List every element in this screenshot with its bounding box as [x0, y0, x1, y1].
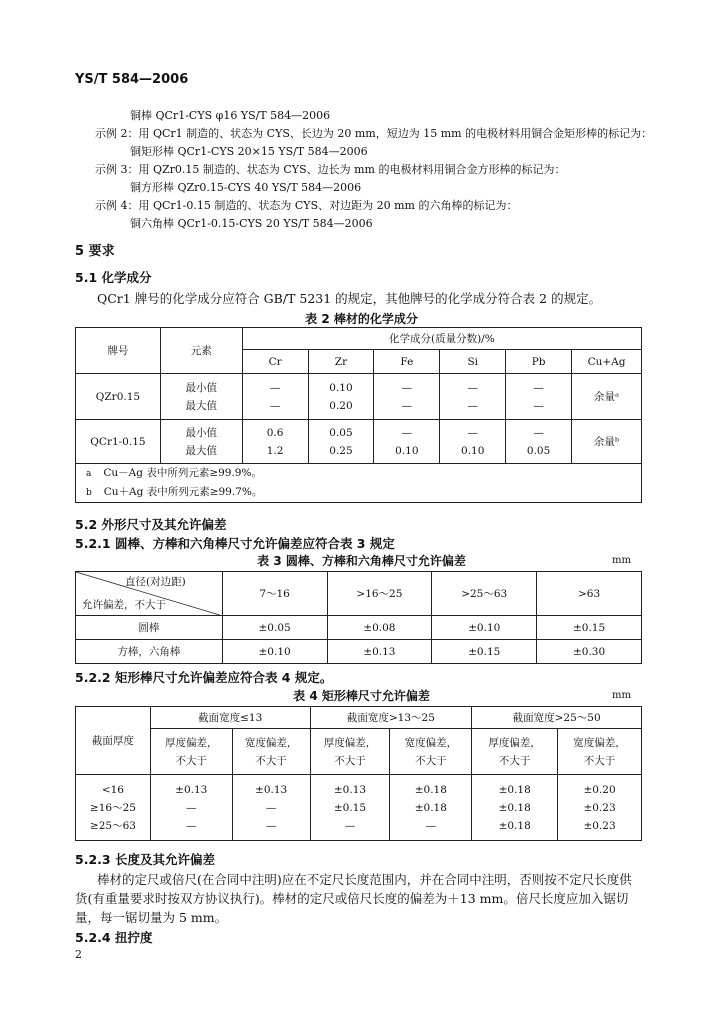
- row-label: ≥16～25: [89, 801, 136, 814]
- cell-value: ±0.15: [432, 640, 537, 664]
- cell-value: 1.2: [266, 444, 284, 457]
- section-5-2-3-text: 货(有重量要求时按双方协议执行)。棒材的定尺或倍尺长度的偏差为＋13 mm。倍尺长度应加入锯切: [75, 891, 629, 906]
- label-max: 最大值: [185, 444, 218, 457]
- table-2-col-header: Cr: [242, 350, 308, 374]
- cell-value: —: [467, 426, 478, 439]
- cell-value: —: [533, 426, 544, 439]
- label-min: 最小值: [185, 381, 218, 394]
- cell-value: —: [344, 819, 356, 832]
- table-3-col-header: 7～16: [222, 572, 327, 616]
- sub-header: 厚度偏差，: [488, 736, 541, 749]
- diag-bottom-label: 允许偏差，不大于: [82, 599, 166, 611]
- cell-value: ±0.13: [255, 783, 288, 796]
- table-2-caption: 表 2 棒材的化学成分: [305, 312, 418, 326]
- cell-value: ±0.18: [498, 819, 531, 832]
- row-label: 方棒，六角棒: [76, 640, 223, 664]
- sub-header: 宽度偏差，: [404, 736, 458, 749]
- row-label: ≥25～63: [89, 819, 136, 832]
- table-row: [76, 640, 642, 664]
- cell-value: ±0.23: [583, 819, 616, 832]
- cell-value: —: [265, 801, 277, 814]
- cell-value: ±0.18: [498, 783, 531, 796]
- table-3-diagonal-header: [76, 572, 223, 616]
- table-3-col-header: >25～63: [432, 572, 537, 616]
- cell-value: —: [401, 381, 413, 394]
- cell-value: 0.10: [395, 444, 419, 457]
- cell-value: —: [401, 426, 413, 439]
- table-2: [75, 327, 642, 503]
- table-2-col-header: Fe: [374, 350, 440, 374]
- sub-header: 宽度偏差，: [573, 736, 626, 749]
- cell-value: —: [533, 399, 544, 412]
- section-5-1-text: QCr1 牌号的化学成分应符合 GB/T 5231 的规定，其他牌号的化学成分符合表 2 的规定。: [97, 291, 602, 306]
- example-line: 示例 4：用 QCr1-0.15 制造的、状态为 CYS、对边距为 20 mm 的六角棒的标记为：: [95, 199, 518, 212]
- diag-top-label: 直径(对边距): [124, 576, 186, 588]
- table-2-note-b: b Cu＋Ag 表中所列元素≥99.7%。: [76, 483, 642, 503]
- table-4-unit: mm: [612, 690, 631, 701]
- cell-value: ±0.10: [222, 640, 327, 664]
- label-min: 最小值: [185, 426, 218, 439]
- cell-value: —: [269, 381, 281, 394]
- table-2-col-header: Pb: [506, 350, 572, 374]
- cell-value: —: [533, 381, 544, 394]
- section-5-1-heading: 5.1 化学成分: [75, 270, 152, 285]
- table-3-col-header: >63: [537, 572, 642, 616]
- cell-value: ±0.18: [498, 801, 531, 814]
- cell-value: ±0.13: [175, 783, 208, 796]
- row-label: 圆棒: [76, 616, 223, 640]
- cell-value: 0.25: [329, 444, 353, 457]
- sub-header: 宽度偏差，: [244, 736, 298, 749]
- table-2-header-element: 元素: [160, 328, 242, 374]
- table-2-col-header: Cu+Ag: [572, 350, 642, 374]
- section-5-heading: 5 要求: [75, 244, 115, 259]
- table-row: [76, 616, 642, 640]
- example-line: 铜棒 QCr1-CYS φ16 YS/T 584—2006: [130, 109, 331, 122]
- table-4-group-header: 截面宽度>25～50: [472, 707, 642, 729]
- table-2-header-grade: 牌号: [76, 328, 161, 374]
- example-line: 铜矩形棒 QCr1-CYS 20×15 YS/T 584—2006: [130, 145, 368, 158]
- sub-header: 厚度偏差，: [323, 736, 377, 749]
- row-label: <16: [101, 783, 124, 796]
- cell-value: ±0.20: [583, 783, 616, 796]
- section-5-2-heading: 5.2 外形尺寸及其允许偏差: [75, 517, 227, 532]
- table-2-grade: QZr0.15: [76, 374, 161, 420]
- section-5-2-3-text: 棒材的定尺或倍尺(在合同中注明)应在不定尺长度范围内，并在合同中注明，否则按不定尺长度供: [97, 872, 632, 887]
- cell-value: ±0.13: [327, 640, 432, 664]
- cell-value: —: [186, 801, 197, 814]
- cell-value: —: [265, 819, 277, 832]
- table-3: [75, 571, 642, 664]
- example-line: 示例 3：用 QZr0.15 制造的、状态为 CYS、边长为 mm 的电极材料用铜合金方形棒的标记为：: [95, 163, 566, 176]
- table-3-caption: 表 3 圆棒、方棒和六角棒尺寸允许偏差: [257, 554, 466, 568]
- cell-value: 0.05: [526, 444, 551, 457]
- cell-value: ±0.30: [537, 640, 642, 664]
- sub-header: 不大于: [255, 754, 287, 767]
- cell-value: ±0.18: [414, 801, 447, 814]
- table-4-group-header: 截面宽度>13～25: [310, 707, 472, 729]
- cell-value: 余量ᵇ: [572, 420, 642, 464]
- table-4-group-header: 截面宽度≤13: [150, 707, 310, 729]
- cell-value: 0.20: [329, 399, 353, 412]
- cell-value: ±0.08: [327, 616, 432, 640]
- section-5-2-1-heading: 5.2.1 圆棒、方棒和六角棒尺寸允许偏差应符合表 3 规定: [75, 536, 395, 551]
- cell-value: 0.05: [329, 426, 353, 439]
- table-2-note-a: a Cu－Ag 表中所列元素≥99.9%。: [76, 464, 642, 484]
- table-2-col-header: Zr: [308, 350, 374, 374]
- cell-value: ±0.15: [537, 616, 642, 640]
- sub-header: 不大于: [498, 754, 531, 767]
- sub-header: 不大于: [583, 754, 616, 767]
- cell-value: —: [401, 399, 413, 412]
- page-number: 2: [75, 948, 82, 961]
- standard-code-header: YS/T 584—2006: [75, 72, 189, 87]
- table-row: [76, 420, 642, 464]
- cell-value: 0.10: [329, 381, 353, 394]
- cell-value: 余量ᵃ: [572, 374, 642, 420]
- table-2-grade: QCr1-0.15: [76, 420, 161, 464]
- label-max: 最大值: [185, 399, 218, 412]
- table-3-unit: mm: [612, 555, 631, 566]
- cell-value: —: [467, 381, 478, 394]
- cell-value: ±0.13: [333, 783, 367, 796]
- example-line: 示例 2：用 QCr1 制造的、状态为 CYS、长边为 20 mm，短边为 15 mm 的电极材料用铜合金矩形棒的标记为：: [95, 127, 653, 140]
- table-2-header-chem: 化学成分(质量分数)/%: [242, 328, 641, 350]
- table-4-caption: 表 4 矩形棒尺寸允许偏差: [293, 689, 430, 703]
- cell-value: ±0.05: [222, 616, 327, 640]
- section-5-2-4-heading: 5.2.4 扭拧度: [75, 930, 153, 945]
- sub-header: 不大于: [334, 754, 366, 767]
- sub-header: 不大于: [175, 754, 208, 767]
- section-5-2-3-text: 量，每一锯切量为 5 mm。: [75, 910, 228, 925]
- cell-value: ±0.23: [583, 801, 616, 814]
- cell-value: 0.6: [266, 426, 284, 439]
- sub-header: 不大于: [415, 754, 447, 767]
- table-4: [75, 706, 642, 841]
- table-row: [76, 374, 642, 420]
- cell-value: 0.10: [461, 444, 485, 457]
- cell-value: ±0.10: [432, 616, 537, 640]
- table-4-header-thickness: 截面厚度: [76, 707, 151, 775]
- cell-value: —: [425, 819, 437, 832]
- cell-value: —: [186, 819, 197, 832]
- cell-value: —: [467, 399, 478, 412]
- table-2-col-header: Si: [440, 350, 506, 374]
- section-5-2-3-heading: 5.2.3 长度及其允许偏差: [75, 852, 215, 867]
- cell-value: —: [269, 399, 281, 412]
- section-5-2-2-heading: 5.2.2 矩形棒尺寸允许偏差应符合表 4 规定。: [75, 670, 333, 685]
- table-3-col-header: >16～25: [327, 572, 432, 616]
- example-line: 铜方形棒 QZr0.15-CYS 40 YS/T 584—2006: [130, 181, 362, 194]
- cell-value: ±0.18: [414, 783, 447, 796]
- cell-value: ±0.15: [333, 801, 367, 814]
- example-line: 铜六角棒 QCr1-0.15-CYS 20 YS/T 584—2006: [130, 217, 373, 230]
- sub-header: 厚度偏差，: [165, 736, 218, 749]
